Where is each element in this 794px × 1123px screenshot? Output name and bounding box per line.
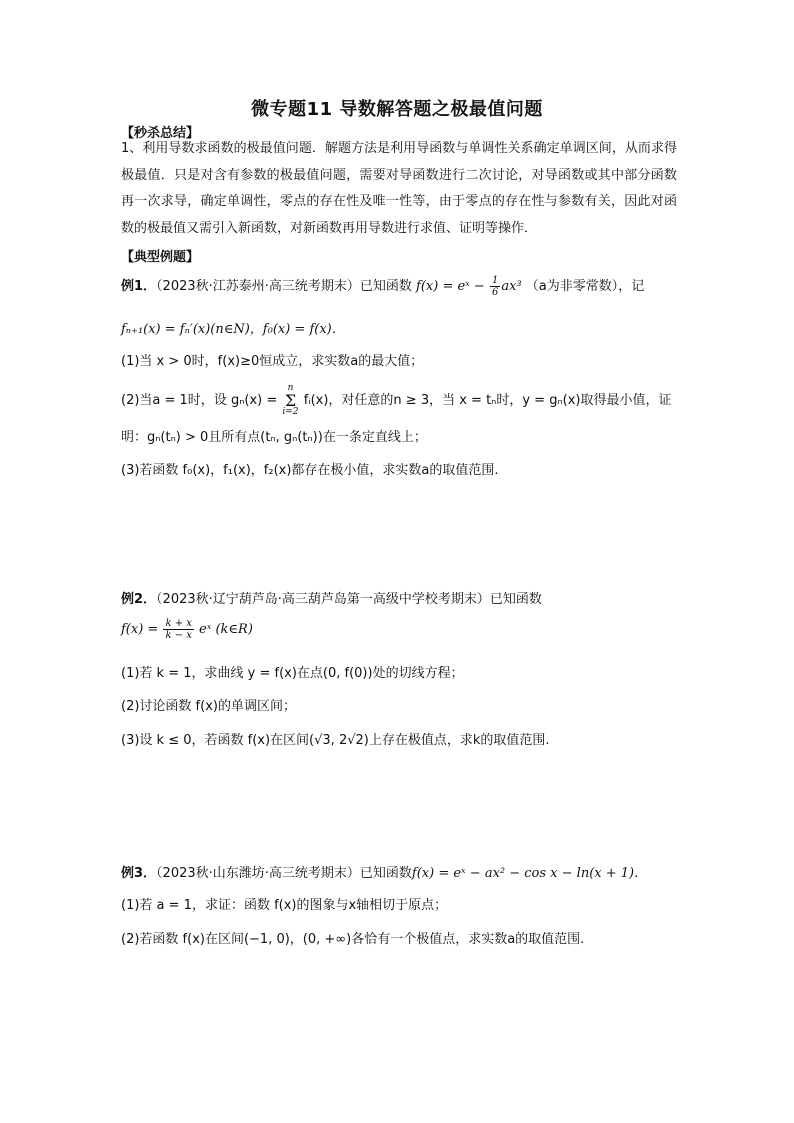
- example2-question1: (1)若 k = 1，求曲线 y = f(x)在点(0, f(0))处的切线方程；: [121, 666, 464, 681]
- summary-text: 1、利用导数求函数的极最值问题．解题方法是利用导函数与单调性关系确定单调区间，从而求得极最值．只是对含有参数的极最值问题，需要对导函数进行二次讨论，对导函数或其中部分函数再一次求导，确定单调性，零点的存在性及唯一性等，由于零点的存在性与参数有关，因此对函数的极最值又需引入新函数，对新函数再用导数进行求值、证明等操作．: [121, 141, 677, 236]
- example1-function: f(x) = eˣ −: [416, 279, 485, 294]
- example1-recurrence: fₙ₊₁(x) = fₙ′(x)(n∈N)，f₀(x) = f(x)．: [121, 322, 345, 337]
- document-title: 微专题11 导数解答题之极最值问题: [251, 99, 543, 120]
- example2-label: 例2．: [121, 592, 157, 607]
- example2-source: （2023秋·辽宁葫芦岛·高三葫芦岛第一高级中学校考期末）已知函数: [156, 592, 542, 607]
- examples-heading: 【典型例题】: [121, 250, 200, 265]
- sum-symbol: n Σ i=2: [282, 383, 299, 417]
- example1-question3: (3)若函数 f₀(x)，f₁(x)，f₂(x)都存在极小值，求实数a的取值范围.: [121, 463, 499, 478]
- example1-intro: [121, 275, 644, 298]
- example2-question2: (2)讨论函数 f(x)的单调区间；: [121, 699, 296, 714]
- example1-question2-cont: 明：gₙ(tₙ) > 0且所有点(tₙ, gₙ(tₙ))在一条定直线上；: [121, 430, 427, 445]
- example2-question3: (3)设 k ≤ 0，若函数 f(x)在区间(√3, 2√2)上存在极值点，求k的取值范围.: [121, 733, 550, 748]
- example3-question2: (2)若函数 f(x)在区间(−1, 0)，(0, +∞)各恰有一个极值点，求实数a的取值范围.: [121, 932, 585, 947]
- example2-func-head: f(x) =: [121, 622, 159, 637]
- example1-note: （a为非零常数），记: [525, 279, 645, 294]
- example3-function: f(x) = eˣ − ax² − cos x − ln(x + 1)．: [411, 866, 648, 881]
- example1-q2-tail: fᵢ(x)，对任意的n ≥ 3，当 x = tₙ时，y = gₙ(x)取得最小值，证: [303, 393, 672, 408]
- example1-q2-head: (2)当a = 1时，设 gₙ(x) =: [121, 393, 278, 408]
- example1-source: （2023秋·江苏泰州·高三统考期末）已知函数: [156, 279, 412, 294]
- example1-fraction: $\frac{1}{6}$: [491, 275, 499, 298]
- example2-func-tail: eˣ (k∈R): [199, 622, 253, 637]
- summary-heading: 【秒杀总结】: [121, 126, 200, 141]
- example1-function-tail: ax³: [501, 279, 522, 294]
- example2-intro: [121, 588, 542, 607]
- example2-function: [121, 618, 253, 641]
- example1-question2: [121, 384, 671, 417]
- example3-source: （2023秋·山东潍坊·高三统考期末）已知函数: [156, 866, 412, 881]
- example3-label: 例3．: [121, 866, 157, 881]
- example3-intro: [121, 862, 647, 881]
- example1-label: 例1．: [121, 279, 157, 294]
- example1-question1: (1)当 x > 0时，f(x)≥0恒成立，求实数a的最大值；: [121, 354, 424, 369]
- example3-question1: (1)若 a = 1，求证：函数 f(x)的图象与x轴相切于原点；: [121, 898, 448, 913]
- example2-fraction: $\frac{k + x}{k - x}$: [165, 618, 192, 641]
